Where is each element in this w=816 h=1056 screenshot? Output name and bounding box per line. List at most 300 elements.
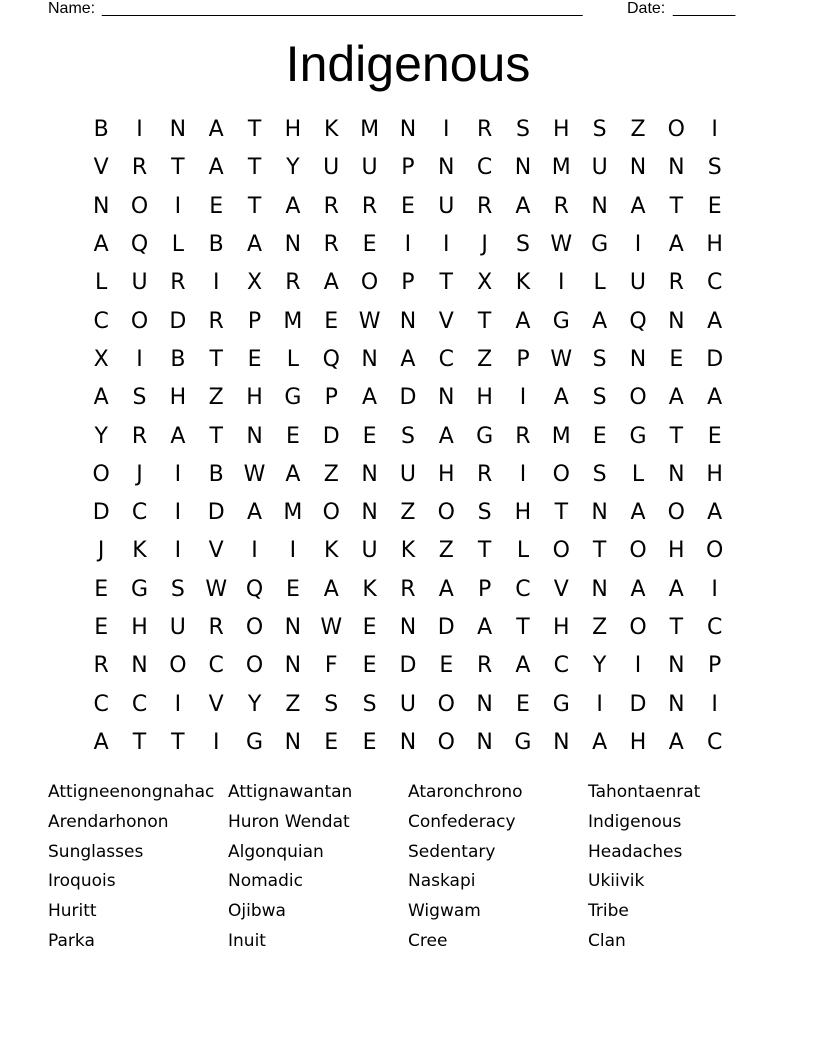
grid-letter: N (399, 117, 417, 143)
grid-letter: T (477, 308, 492, 334)
grid-letter: R (668, 270, 684, 296)
grid-letter: S (515, 117, 530, 143)
grid-letter: U (629, 270, 647, 296)
grid-row (82, 379, 734, 417)
grid-letter: A (668, 729, 684, 755)
grid-letter: Z (630, 117, 646, 143)
grid-letter: P (401, 155, 415, 181)
grid-letter: N (668, 653, 685, 679)
grid-letter: Y (247, 691, 262, 717)
grid-letter: G (552, 691, 570, 717)
grid-letter: A (93, 385, 109, 411)
word-list-item: Confederacy (408, 811, 516, 832)
grid-letter: I (289, 538, 297, 564)
grid-letter: V (438, 308, 454, 334)
grid-letter: I (711, 576, 718, 602)
grid-letter: H (437, 461, 455, 487)
date-blank: _______ (673, 0, 736, 17)
grid-row (82, 571, 734, 609)
grid-letter: A (515, 193, 531, 219)
grid-letter: N (668, 461, 685, 487)
grid-letter: R (476, 193, 493, 219)
grid-letter: Z (323, 461, 339, 487)
grid-letter: A (285, 193, 301, 219)
grid-letter: C (93, 691, 109, 717)
grid-letter: N (131, 653, 148, 679)
grid-letter: A (707, 308, 723, 334)
grid-letter: T (247, 155, 262, 181)
word-list-item: Nomadic (228, 871, 303, 892)
grid-letter: N (591, 576, 608, 602)
grid-letter: E (362, 653, 377, 679)
word-list-item: Sedentary (408, 841, 496, 862)
grid-letter: I (174, 193, 182, 219)
grid-row (82, 647, 734, 685)
grid-letter: S (170, 576, 185, 602)
word-list-item: Headaches (588, 841, 683, 862)
grid-letter: K (324, 538, 339, 564)
grid-letter: Y (592, 653, 607, 679)
grid-letter: K (132, 538, 147, 564)
grid-letter: A (592, 729, 608, 755)
grid-letter: X (247, 270, 263, 296)
grid-letter: H (553, 615, 570, 640)
grid-letter: L (593, 270, 606, 296)
grid-letter: N (284, 232, 302, 258)
grid-letter: Z (592, 615, 608, 640)
word-list-item: Wigwam (408, 901, 481, 922)
grid-letter: U (399, 691, 416, 717)
word-list-item: Huron Wendat (228, 811, 350, 832)
grid-letter: A (208, 117, 224, 143)
grid-letter: S (592, 385, 607, 411)
date-label: Date: (627, 0, 666, 17)
grid-letter: A (438, 423, 454, 449)
grid-letter: N (361, 346, 378, 372)
grid-letter: I (711, 691, 718, 717)
grid-row (82, 188, 734, 226)
word-list-item: Ukiivik (588, 871, 645, 892)
grid-letter: Z (438, 538, 454, 564)
grid-letter: U (361, 538, 378, 564)
grid-letter: I (174, 461, 182, 487)
grid-letter: I (174, 500, 182, 526)
word-list-item: Naskapi (408, 871, 476, 892)
grid-letter: M (551, 423, 571, 449)
grid-letter: A (323, 576, 339, 602)
grid-letter: D (207, 500, 225, 526)
grid-letter: O (552, 461, 570, 487)
grid-letter: Q (322, 346, 340, 372)
grid-letter: L (171, 232, 184, 258)
grid-letter: Y (94, 423, 108, 449)
grid-letter: M (360, 117, 380, 143)
grid-letter: U (591, 155, 608, 181)
grid-letter: Z (400, 500, 416, 526)
grid-letter: W (550, 346, 573, 372)
word-list-item: Iroquois (48, 871, 116, 892)
grid-letter: I (634, 653, 642, 679)
grid-letter: P (247, 308, 262, 334)
grid-letter: R (131, 155, 148, 181)
grid-letter: Q (629, 308, 647, 334)
grid-letter: N (438, 385, 455, 411)
grid-letter: S (592, 346, 607, 372)
grid-letter: A (515, 308, 531, 334)
grid-letter: O (629, 385, 647, 411)
grid-letter: H (284, 117, 302, 143)
grid-letter: A (362, 385, 378, 411)
grid-row (82, 724, 734, 762)
grid-letter: E (94, 576, 109, 602)
grid-letter: H (131, 615, 148, 640)
grid-letter: K (400, 538, 416, 564)
grid-letter: N (476, 691, 493, 717)
grid-letter: C (515, 576, 531, 602)
grid-letter: T (669, 423, 684, 449)
grid-letter: O (667, 500, 685, 526)
grid-letter: S (592, 117, 607, 143)
grid-letter: O (629, 538, 647, 564)
grid-letter: Z (477, 346, 493, 372)
page-title: Indigenous (285, 36, 531, 92)
grid-letter: D (437, 615, 455, 640)
grid-letter: R (323, 193, 339, 219)
grid-letter: N (361, 500, 378, 526)
grid-letter: N (553, 729, 570, 755)
grid-row (82, 341, 734, 379)
grid-row (82, 609, 734, 647)
name-blank: ______________________________________________________ (102, 0, 583, 17)
grid-letter: I (519, 385, 527, 411)
word-list-item: Attigneenongnahac (48, 782, 215, 802)
letter-grid (82, 111, 734, 762)
grid-letter: R (323, 232, 339, 258)
grid-letter: J (481, 232, 488, 258)
grid-row (82, 685, 734, 723)
grid-letter: F (324, 653, 338, 679)
grid-letter: N (284, 615, 302, 640)
grid-letter: H (514, 500, 532, 526)
grid-letter: T (516, 615, 530, 640)
grid-letter: A (323, 270, 339, 296)
grid-letter: T (669, 193, 684, 219)
grid-letter: T (477, 538, 492, 564)
word-list-item: Ojibwa (228, 901, 286, 922)
grid-letter: A (247, 500, 263, 526)
grid-letter: M (551, 155, 571, 181)
grid-letter: C (706, 729, 723, 755)
grid-letter: C (706, 270, 723, 296)
word-list-item: Indigenous (588, 811, 682, 832)
grid-letter: W (358, 308, 381, 334)
grid-letter: E (247, 346, 262, 372)
grid-letter: V (553, 576, 569, 602)
grid-letter: S (515, 232, 530, 258)
grid-letter: A (668, 385, 684, 411)
grid-letter: E (592, 423, 607, 449)
grid-letter: E (707, 193, 722, 219)
grid-row (82, 302, 734, 340)
word-list-item: Attignawantan (228, 782, 353, 802)
grid-letter: N (438, 155, 455, 181)
grid-letter: I (174, 691, 182, 717)
grid-letter: N (361, 461, 378, 487)
grid-letter: N (169, 117, 187, 143)
grid-row (82, 456, 734, 494)
grid-letter: Q (245, 576, 264, 602)
grid-letter: C (476, 155, 493, 181)
grid-letter: O (92, 461, 110, 487)
grid-letter: H (169, 385, 187, 411)
grid-letter: E (362, 232, 377, 258)
grid-letter: O (552, 538, 570, 564)
grid-letter: T (592, 538, 607, 564)
grid-letter: A (707, 385, 723, 411)
grid-letter: I (212, 270, 220, 296)
grid-letter: R (285, 270, 301, 296)
grid-letter: A (592, 308, 608, 334)
grid-letter: N (284, 729, 302, 755)
grid-row (82, 264, 734, 302)
grid-letter: A (170, 423, 186, 449)
grid-letter: A (438, 576, 454, 602)
grid-row (82, 226, 734, 264)
grid-letter: A (668, 232, 684, 258)
grid-letter: R (208, 308, 224, 334)
grid-letter: U (361, 155, 378, 181)
grid-letter: I (136, 117, 143, 143)
grid-letter: H (246, 385, 263, 411)
grid-letter: D (92, 500, 110, 526)
grid-letter: N (668, 691, 685, 717)
grid-letter: C (131, 500, 148, 526)
grid-letter: P (477, 576, 492, 602)
grid-letter: O (706, 538, 724, 564)
grid-letter: N (399, 729, 417, 755)
grid-letter: T (247, 193, 262, 219)
grid-letter: G (246, 729, 264, 755)
grid-letter: C (93, 308, 109, 334)
grid-letter: A (515, 653, 531, 679)
grid-letter: G (130, 576, 149, 602)
grid-letter: S (477, 500, 492, 526)
grid-letter: K (362, 576, 377, 602)
grid-letter: R (400, 576, 416, 602)
grid-row (82, 494, 734, 532)
grid-letter: H (668, 538, 685, 564)
grid-letter: T (669, 615, 684, 640)
grid-letter: E (516, 691, 530, 717)
grid-letter: W (243, 461, 266, 487)
grid-letter: N (92, 193, 110, 219)
grid-letter: S (362, 691, 377, 717)
grid-letter: A (208, 155, 224, 181)
grid-letter: O (130, 193, 149, 219)
grid-letter: O (360, 270, 379, 296)
grid-letter: D (399, 653, 417, 679)
grid-row (82, 111, 734, 149)
grid-letter: A (400, 346, 416, 372)
grid-letter: W (205, 576, 228, 602)
word-list-item: Arendarhonon (48, 811, 169, 832)
word-list-item: Tahontaenrat (588, 782, 701, 802)
grid-letter: C (553, 653, 569, 679)
grid-letter: R (131, 423, 148, 449)
grid-letter: E (362, 423, 377, 449)
grid-letter: N (399, 615, 417, 640)
grid-letter: E (362, 729, 377, 755)
grid-letter: E (209, 193, 224, 219)
grid-letter: N (591, 193, 608, 219)
grid-letter: I (212, 729, 220, 755)
grid-letter: E (707, 423, 722, 449)
grid-letter: U (399, 461, 416, 487)
grid-letter: C (438, 346, 454, 372)
grid-letter: N (514, 155, 532, 181)
grid-letter: Z (208, 385, 224, 411)
grid-letter: D (399, 385, 417, 411)
grid-letter: A (285, 461, 301, 487)
grid-letter: R (170, 270, 186, 296)
grid-letter: T (171, 155, 185, 181)
grid-letter: H (706, 461, 723, 487)
grid-letter: S (707, 155, 722, 181)
word-list-item: Ataronchrono (408, 782, 523, 802)
grid-letter: P (516, 346, 530, 372)
grid-letter: D (169, 308, 187, 334)
grid-letter: A (707, 500, 723, 526)
grid-letter: C (706, 615, 723, 640)
grid-letter: J (97, 538, 105, 564)
grid-letter: G (591, 232, 609, 258)
grid-letter: R (476, 117, 493, 143)
grid-letter: V (208, 691, 224, 717)
grid-letter: E (362, 615, 377, 640)
grid-letter: A (247, 232, 263, 258)
grid-letter: P (324, 385, 338, 411)
grid-letter: X (93, 346, 109, 372)
grid-letter: K (515, 270, 531, 296)
grid-letter: Z (285, 691, 301, 717)
grid-letter: G (629, 423, 647, 449)
grid-letter: R (476, 461, 493, 487)
grid-letter: M (283, 308, 303, 334)
grid-letter: H (706, 232, 723, 258)
grid-letter: U (438, 193, 455, 219)
grid-letter: T (209, 423, 223, 449)
grid-letter: A (477, 615, 493, 640)
grid-letter: T (439, 270, 453, 296)
grid-letter: E (285, 576, 300, 602)
grid-letter: O (245, 615, 264, 640)
grid-letter: R (553, 193, 569, 219)
word-list-item: Tribe (588, 901, 629, 922)
grid-letter: O (437, 729, 455, 755)
word-list-item: Parka (48, 930, 95, 951)
grid-letter: E (324, 729, 339, 755)
grid-letter: I (519, 461, 527, 487)
grid-letter: W (550, 232, 573, 258)
grid-letter: V (208, 538, 224, 564)
grid-letter: T (132, 729, 147, 755)
grid-letter: O (667, 117, 685, 143)
grid-row (82, 417, 734, 455)
grid-letter: G (514, 729, 532, 755)
grid-letter: T (554, 500, 569, 526)
grid-letter: N (399, 308, 417, 334)
grid-letter: U (169, 615, 186, 640)
grid-letter: J (136, 461, 143, 487)
grid-letter: T (209, 346, 223, 372)
word-list-item: Algonquian (228, 841, 324, 862)
grid-letter: K (324, 117, 339, 143)
grid-letter: O (169, 653, 187, 679)
grid-letter: C (131, 691, 148, 717)
grid-letter: P (401, 270, 415, 296)
grid-letter: N (591, 500, 608, 526)
grid-letter: D (322, 423, 340, 449)
grid-letter: U (131, 270, 148, 296)
grid-letter: I (404, 232, 412, 258)
grid-letter: E (285, 423, 300, 449)
grid-letter: V (93, 155, 109, 181)
grid-letter: E (400, 193, 415, 219)
grid-letter: H (553, 117, 570, 143)
grid-letter: O (437, 691, 455, 717)
grid-letter: R (476, 653, 493, 679)
grid-letter: I (558, 270, 565, 296)
word-list-item: Cree (408, 930, 448, 951)
grid-letter: E (324, 308, 339, 334)
grid-letter: I (711, 117, 718, 143)
grid-letter: O (245, 653, 264, 679)
grid-letter: E (669, 346, 684, 372)
grid-letter: W (320, 615, 343, 640)
grid-letter: L (516, 538, 530, 564)
grid-letter: I (634, 232, 642, 258)
grid-letter: A (93, 729, 109, 755)
grid-letter: H (629, 729, 647, 755)
grid-letter: T (171, 729, 185, 755)
grid-letter: A (630, 500, 646, 526)
grid-letter: G (284, 385, 302, 411)
header-line (48, 0, 768, 20)
grid-letter: E (439, 653, 454, 679)
grid-letter: S (132, 385, 147, 411)
grid-letter: Y (286, 155, 300, 181)
grid-letter: T (247, 117, 262, 143)
grid-letter: N (668, 155, 685, 181)
grid-letter: A (630, 193, 646, 219)
grid-letter: R (361, 193, 378, 219)
grid-letter: B (93, 117, 109, 143)
grid-letter: M (283, 500, 303, 526)
grid-letter: S (592, 461, 607, 487)
grid-letter: A (668, 576, 684, 602)
word-list (48, 778, 768, 957)
grid-letter: S (400, 423, 415, 449)
grid-letter: L (286, 346, 300, 372)
grid-letter: N (629, 346, 647, 372)
grid-letter: B (170, 346, 186, 372)
grid-letter: O (437, 500, 455, 526)
grid-letter: N (629, 155, 647, 181)
grid-letter: I (443, 232, 450, 258)
grid-letter: N (476, 729, 493, 755)
grid-letter: I (251, 538, 258, 564)
grid-letter: D (706, 346, 724, 372)
